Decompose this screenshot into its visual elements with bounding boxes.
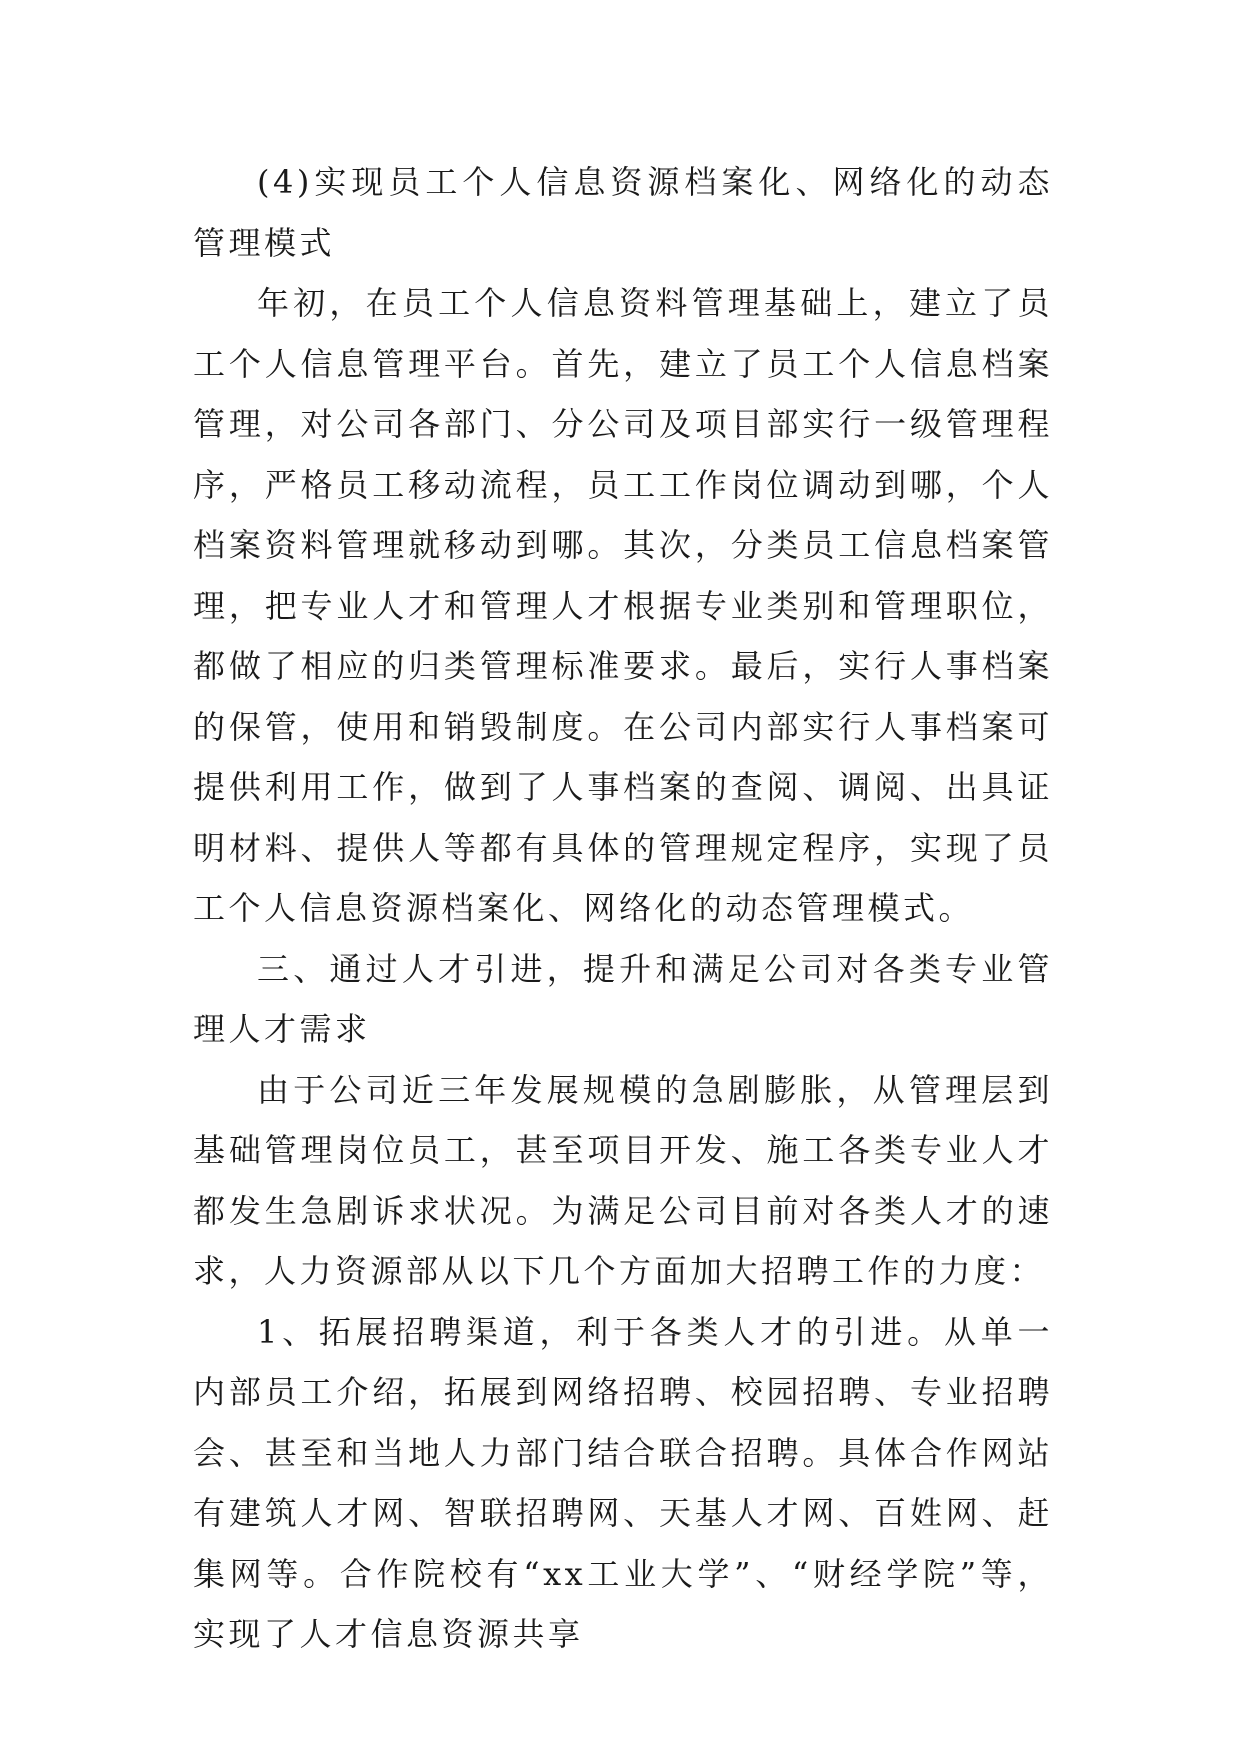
body-paragraph: 年初，在员工个人信息资料管理基础上，建立了员工个人信息管理平台。首先，建立了员工个人信息档案管理，对公司各部门、分公司及项目部实行一级管理程序，严格员工移动流程，员工工作岗位调动到哪，个人档案资料管理就移动到哪。其次，分类员工信息档案管理，把专业人才和管理人才根据专业类别和管理职位，都做了相应的归类管理标准要求。最后，实行人事档案的保管，使用和销毁制度。在公司内部实行人事档案可提供利用工作，做到了人事档案的查阅、调阅、出具证明材料、提供人等都有具体的管理规定程序，实现了员工个人信息资源档案化、网络化的动态管理模式。: [193, 284, 1053, 927]
section-heading-4: (4)实现员工个人信息资源档案化、网络化的动态管理模式: [193, 163, 1053, 262]
document-body: [193, 152, 1053, 1665]
section-heading-3: 三、通过人才引进，提升和满足公司对各类专业管理人才需求: [193, 949, 1053, 1048]
list-item-1: 1、拓展招聘渠道，利于各类人才的引进。从单一内部员工介绍，拓展到网络招聘、校园招聘、专业招聘会、甚至和当地人力部门结合联合招聘。具体合作网站有建筑人才网、智联招聘网、天基人才网、百姓网、赶集网等。合作院校有“xx工业大学”、“财经学院”等，实现了人才信息资源共享: [193, 1312, 1053, 1653]
body-paragraph: 由于公司近三年发展规模的急剧膨胀，从管理层到基础管理岗位员工，甚至项目开发、施工各类专业人才都发生急剧诉求状况。为满足公司目前对各类人才的速求，人力资源部从以下几个方面加大招聘工作的力度：: [193, 1070, 1053, 1290]
